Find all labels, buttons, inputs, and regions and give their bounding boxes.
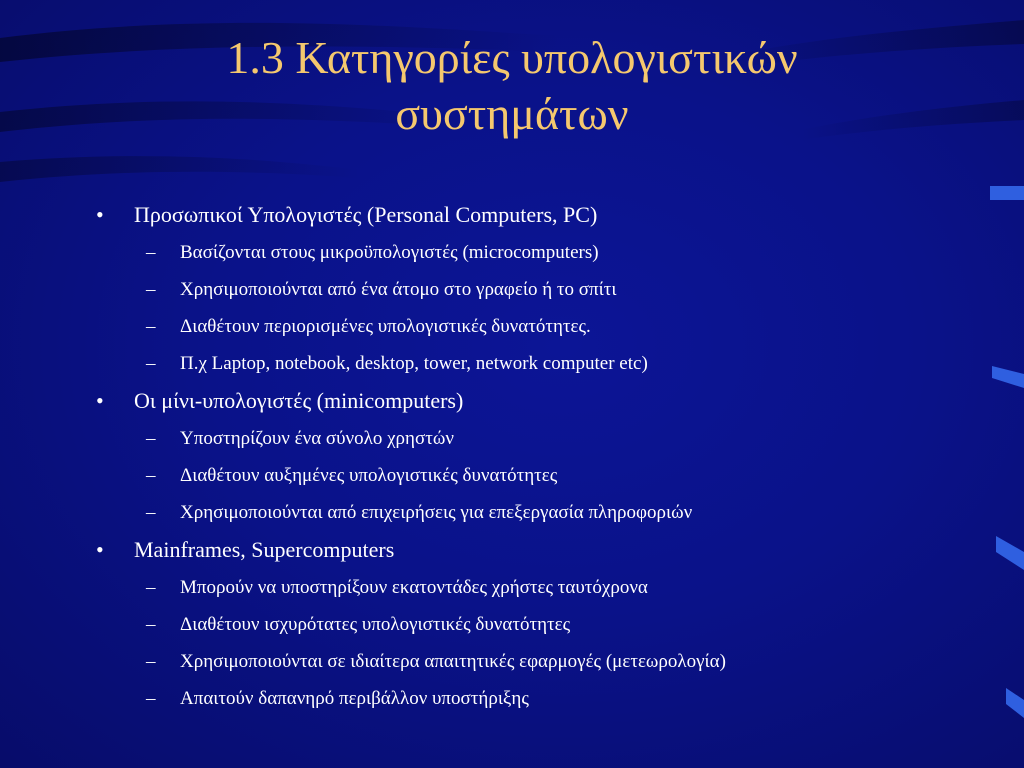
right-edge-stripe: [1006, 688, 1024, 718]
sub-bullet: [96, 680, 976, 717]
sub-bullet: [96, 271, 976, 308]
sub-bullet-text: Χρησιμοποιούνται από ένα άτομο στο γραφείο ή το σπίτι: [180, 279, 617, 300]
sub-bullet: [96, 457, 976, 494]
dash-marker: –: [146, 465, 156, 486]
slide-content: [96, 196, 976, 717]
bullet-text: Προσωπικοί Υπολογιστές (Personal Computers, PC): [134, 202, 598, 227]
bullet-minicomputers: [96, 382, 976, 420]
dash-marker: –: [146, 614, 156, 635]
sub-bullet-text: Υποστηρίζουν ένα σύνολο χρηστών: [180, 428, 454, 449]
bullet-marker: •: [96, 388, 104, 413]
sub-bullet: [96, 420, 976, 457]
right-edge-stripe: [990, 186, 1024, 200]
sub-bullet-text: Διαθέτουν αυξημένες υπολογιστικές δυνατότητες: [180, 465, 558, 486]
sub-bullet-text: Απαιτούν δαπανηρό περιβάλλον υποστήριξης: [180, 688, 529, 709]
dash-marker: –: [146, 502, 156, 523]
sub-bullet: [96, 345, 976, 382]
dash-marker: –: [146, 688, 156, 709]
dash-marker: –: [146, 316, 156, 337]
sub-bullet-text: Μπορούν να υποστηρίξουν εκατοντάδες χρήστες ταυτόχρονα: [180, 577, 648, 598]
sub-bullet-text: Χρησιμοποιούνται σε ιδιαίτερα απαιτητικές εφαρμογές (μετεωρολογία): [180, 651, 726, 672]
bullet-marker: •: [96, 202, 104, 227]
dash-marker: –: [146, 242, 156, 263]
sub-bullet-text: Π.χ Laptop, notebook, desktop, tower, network computer etc): [180, 353, 648, 374]
dash-marker: –: [146, 279, 156, 300]
sub-bullet: [96, 308, 976, 345]
bullet-personal-computers: [96, 196, 976, 234]
sub-bullet: [96, 569, 976, 606]
title-line-2: συστημάτων: [395, 88, 629, 139]
sub-bullet-text: Διαθέτουν ισχυρότατες υπολογιστικές δυνατότητες: [180, 614, 571, 635]
sub-bullet-text: Διαθέτουν περιορισμένες υπολογιστικές δυνατότητες.: [180, 316, 591, 337]
right-edge-stripe: [992, 366, 1024, 388]
dash-marker: –: [146, 428, 156, 449]
sub-bullet: [96, 643, 976, 680]
dash-marker: –: [146, 577, 156, 598]
bullet-text: Οι μίνι-υπολογιστές (minicomputers): [134, 388, 464, 413]
bullet-marker: •: [96, 537, 104, 562]
sub-bullet: [96, 606, 976, 643]
dash-marker: –: [146, 353, 156, 374]
sub-bullet-text: Χρησιμοποιούνται από επιχειρήσεις για επεξεργασία πληροφοριών: [180, 502, 693, 523]
sub-bullet: [96, 494, 976, 531]
title-line-1: 1.3 Κατηγορίες υπολογιστικών: [226, 32, 798, 83]
sub-bullet: [96, 234, 976, 271]
slide-title: [0, 30, 1024, 142]
right-edge-stripe: [996, 536, 1024, 570]
bullet-text: Mainframes, Supercomputers: [134, 537, 395, 562]
bullet-mainframes: [96, 531, 976, 569]
sub-bullet-text: Βασίζονται στους μικροϋπολογιστές (microcomputers): [180, 242, 599, 263]
dash-marker: –: [146, 651, 156, 672]
